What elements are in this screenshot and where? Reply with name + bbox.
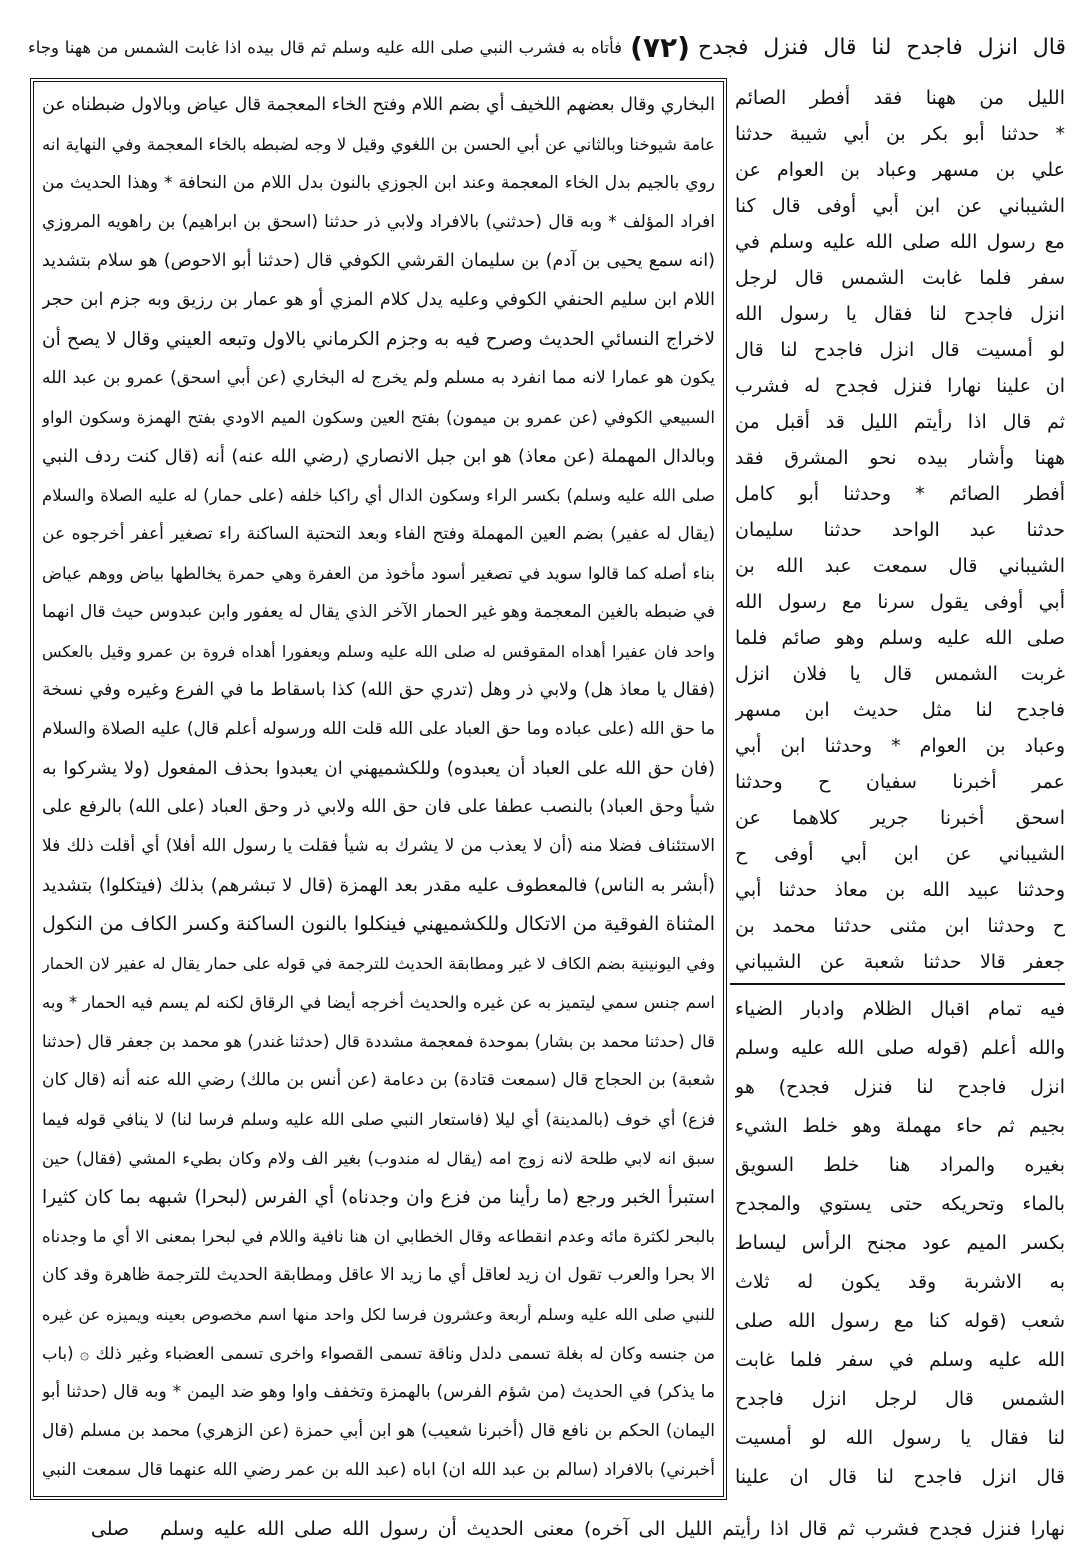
margin-divider bbox=[730, 983, 1065, 985]
margin-commentary-line: قال انزل فاجدح لنا قال ان علينا bbox=[735, 1466, 1065, 1488]
main-text-line: ما يذكر) في الحديث (من شؤم الفرس) بالهمزة وتخفف واوا وهو ضد اليمن * وبه قال (حدثنا أبو bbox=[42, 1382, 715, 1402]
margin-hadith-column bbox=[735, 80, 1065, 980]
margin-hadith-line: اسحق أخبرنا جرير كلاهما عن bbox=[735, 807, 1065, 829]
main-text-line: ما حق الله (على عباده وما حق العباد على الله قلت الله ورسوله أعلم قال) عليه الصلاة والسلام bbox=[42, 719, 715, 739]
main-text-line: المثناة الفوقية من الاتكال وللكشميهني فينكلوا بالنون الساكنة وكسر الكاف من النكول bbox=[42, 913, 715, 935]
page-header bbox=[28, 24, 1066, 72]
margin-hadith-line: سفر فلما غابت الشمس قال لرجل bbox=[735, 267, 1065, 289]
main-text-frame bbox=[30, 78, 727, 1500]
main-text-line: يكون هو عمارا لانه مما انفرد به مسلم ولم يخرج له البخاري (عن أبي اسحق) عمرو بن عبد الله bbox=[42, 368, 715, 388]
main-text-line: (فان حق الله على العباد أن يعبدوه) وللكشميهني ان يعبدوا بحذف المفعول (ولا يشركوا به bbox=[42, 758, 715, 779]
margin-hadith-line: فاجدح لنا مثل حديث ابن مسهر bbox=[735, 699, 1065, 721]
main-text-line: روي بالجيم بدل الخاء المعجمة وعند ابن الجوزي بالنون بدل اللام من النحافة * وهذا الحديث من bbox=[42, 173, 715, 193]
main-text-line: (أبشر به الناس) فالمعطوف عليه مقدر بعد الهمزة (قال لا تبشرهم) بذلك (فيتكلوا) بتشديد bbox=[42, 875, 715, 896]
margin-hadith-line: الشيباني عن ابن أبي أوفى ح bbox=[735, 843, 1065, 865]
header-margin-text-left: فأتاه به فشرب النبي صلى الله عليه وسلم ثم قال بيده اذا غابت الشمس من ههنا وجاء bbox=[28, 38, 622, 57]
main-text-line: واحد فان عفيرا أهداه المقوقس له صلى الله عليه وسلم ويعفورا أهداه فروة بن عمرو وقيل بالعكس bbox=[42, 642, 715, 661]
margin-hadith-line: حدثنا عبد الواحد حدثنا سليمان bbox=[735, 519, 1065, 541]
margin-hadith-line: انزل فاجدح لنا فقال يا رسول الله bbox=[735, 303, 1065, 325]
margin-hadith-line: لو أمسيت قال انزل فاجدح لنا قال bbox=[735, 339, 1065, 361]
main-text-line: صلى الله عليه وسلم) بكسر الراء وسكون الدال أي راكبا خلفه (على حمار) له عليه الصلاة والسلام bbox=[42, 486, 715, 505]
margin-commentary-line: شعب (قوله كنا مع رسول الله صلى bbox=[735, 1310, 1065, 1332]
main-text-line: اليمان) الحكم بن نافع قال (أخبرنا شعيب) هو ابن أبي حمزة (عن الزهري) محمد بن مسلم (قال bbox=[42, 1421, 715, 1441]
main-text-line: وفي اليونينية بضم الكاف لا غير ومطابقة الحديث للترجمة في قوله على حمار يقال له عفير لان الحمار bbox=[42, 954, 715, 973]
margin-hadith-line: جعفر قالا حدثنا شعبة عن الشيباني bbox=[735, 951, 1065, 973]
margin-commentary-line: فيه تمام اقبال الظلام وادبار الضياء bbox=[735, 998, 1065, 1020]
main-text-line: أخبرني) بالافراد (سالم بن عبد الله ان) اباه (عبد الله بن عمر رضي الله عنهما قال سمعت النبي bbox=[42, 1460, 715, 1480]
main-text-line: اللام ابن سليم الحنفي الكوفي وعليه يدل كلام المزي أو هو عمار بن رزيق وبه جزم ابن حجر bbox=[42, 290, 715, 310]
margin-commentary-line: لنا فقال يا رسول الله لو أمسيت bbox=[735, 1427, 1065, 1449]
margin-hadith-line: ههنا وأشار بيده نحو المشرق فقد bbox=[735, 447, 1065, 469]
margin-commentary-line: الشمس قال لرجل انزل فاجدح bbox=[735, 1388, 1065, 1410]
main-text-line: وبالدال المهملة (عن معاذ) هو ابن جبل الانصاري (رضي الله عنه) أنه (قال كنت ردف النبي bbox=[42, 446, 715, 467]
main-text-line: فزع) أي خوف (بالمدينة) أي ليلا (فاستعار النبي صلى الله عليه وسلم فرسا لنا) لا ينافي قوله فيما bbox=[42, 1110, 715, 1129]
margin-hadith-line: أفطر الصائم * وحدثنا أبو كامل bbox=[735, 483, 1065, 505]
main-text-line: البخاري وقال بعضهم اللخيف أي بضم اللام وفتح الخاء المعجمة قال عياض وبالاول ضبطناه عن bbox=[42, 95, 715, 115]
main-text-line: من جنسه وكان له بغلة تسمى دلدل وناقة تسمى القصواء واخرى تسمى العضباء وغير ذلك ۞ (باب bbox=[42, 1344, 715, 1363]
main-text-line: للنبي صلى الله عليه وسلم أربعة وعشرون فرسا لكل واحد منها اسم مخصوص بعينه ويميزه عن غيره bbox=[42, 1305, 715, 1324]
main-text-line: السبيعي الكوفي (عن عمرو بن ميمون) بفتح العين وسكون الميم الاودي بفتح الهمزة وسكون الواو bbox=[42, 408, 715, 427]
catchword: صلى bbox=[90, 1518, 130, 1540]
main-text-line: الا بحرا والعرب تقول ان زيد لعاقل أي ما زيد الا عاقل ومطابقة الحديث للترجمة ظاهرة وقد كان bbox=[42, 1265, 715, 1285]
margin-commentary-line: الله عليه وسلم في سفر فلما غابت bbox=[735, 1349, 1065, 1371]
margin-hadith-line: أبي أوفى يقول سرنا مع رسول الله bbox=[735, 591, 1065, 613]
header-margin-text-right: قال انزل فاجدح لنا قال فنزل فجدح bbox=[698, 35, 1066, 60]
margin-commentary-line: بجيم ثم حاء مهملة وهو خلط الشيء bbox=[735, 1115, 1065, 1137]
main-text-line: عامة شيوخنا وبالثاني عن أبي الحسن بن اللغوي وقيل لا وجه لضبطه بالخاء المعجمة وفي النهاية انه bbox=[42, 135, 715, 154]
margin-hadith-line: الشيباني قال سمعت عبد الله بن bbox=[735, 555, 1065, 577]
main-text-line: استبرأ الخبر ورجع (ما رأينا من فزع وان وجدناه) أي الفرس (لبحرا) شبهه بما كان كثيرا bbox=[42, 1187, 715, 1208]
margin-commentary-line: بالماء وتحريكه حتى يستوي والمجدح bbox=[735, 1193, 1065, 1215]
footer-margin-line: نهارا فنزل فجدح فشرب ثم قال اذا رأيتم الليل الى آخره) معنى الحديث أن رسول الله صلى الله عليه وسلم bbox=[160, 1518, 1065, 1540]
main-text-line: شعبة) بن الحجاج قال (سمعت قتادة) بن دعامة (عن أنس بن مالك) رضي الله عنه أنه (قال كان bbox=[42, 1070, 715, 1090]
main-text-line: قال (حدثنا محمد بن بشار) بموحدة فمعجمة مشددة قال (حدثنا غندر) هو محمد بن جعفر قال (حدثنا bbox=[42, 1032, 715, 1051]
main-text-line: بالبحر لكثرة مائه وعدم انقطاعه وقال الخطابي ان هنا نافية واللام في لبحرا بمعنى الا أي ما وجدناه bbox=[42, 1227, 715, 1246]
main-text-line: افراد المؤلف * وبه قال (حدثني) بالافراد ولابي ذر حدثنا (اسحق بن ابراهيم) بن راهويه المروزي bbox=[42, 212, 715, 232]
margin-hadith-line: الشيباني عن ابن أبي أوفى قال كنا bbox=[735, 195, 1065, 217]
margin-hadith-line: ثم قال اذا رأيتم الليل قد أقبل من bbox=[735, 411, 1065, 433]
main-text-line: (فقال يا معاذ هل) ولابي ذر وهل (تدري حق الله) كذا باسقاط ما في الفرع وغيره وفي نسخة bbox=[42, 680, 715, 700]
margin-hadith-line: وحدثنا عبيد الله بن معاذ حدثنا أبي bbox=[735, 879, 1065, 901]
margin-commentary-column bbox=[735, 990, 1065, 1497]
margin-hadith-line: وعباد بن العوام * وحدثنا ابن أبي bbox=[735, 735, 1065, 757]
margin-commentary-line: والله أعلم (قوله صلى الله عليه وسلم bbox=[735, 1037, 1065, 1059]
margin-commentary-line: به الاشربة وقد يكون له ثلاث bbox=[735, 1271, 1065, 1293]
main-text-line: الاستئناف فضلا منه (أن لا يعذب من لا يشرك به شيأ فقلت يا رسول الله أفلا) أي أقلت ذلك فلا bbox=[42, 836, 715, 856]
main-text-line: بناء أصله كما قالوا سويد في تصغير أسود مأخوذ من العفرة وهي حمرة يخالطها بياض ووهم عياض bbox=[42, 564, 715, 583]
main-text-line: (يقال له عفير) بضم العين المهملة وفتح الفاء وبعد التحتية الساكنة راء تصغير أعفر أخرجوه عن bbox=[42, 524, 715, 544]
margin-hadith-line: مع رسول الله صلى الله عليه وسلم في bbox=[735, 231, 1065, 253]
margin-hadith-line: ان علينا نهارا فنزل فجدح له فشرب bbox=[735, 375, 1065, 397]
margin-commentary-line: انزل فاجدح لنا فنزل فجدح) هو bbox=[735, 1076, 1065, 1098]
margin-commentary-line: بكسر الميم عود مجنح الرأس ليساط bbox=[735, 1232, 1065, 1254]
margin-commentary-line: بغيره والمراد هنا خلط السويق bbox=[735, 1154, 1065, 1176]
margin-hadith-line: الليل من ههنا فقد أفطر الصائم bbox=[735, 87, 1065, 109]
main-text-line: سبق انه لابي طلحة لانه زوج امه (يقال له مندوب) بغير الف ولام وكان بطيء المشي (فقال) حين bbox=[42, 1149, 715, 1168]
margin-hadith-line: علي بن مسهر وعباد بن العوام عن bbox=[735, 159, 1065, 181]
main-text-line: (انه سمع يحيى بن آدم) بن سليمان القرشي الكوفي قال (حدثنا أبو الاحوص) هو سلام بتشديد bbox=[42, 251, 715, 271]
margin-hadith-line: ح وحدثنا ابن مثنى حدثنا محمد بن bbox=[735, 915, 1065, 937]
main-text-line: في ضبطه بالغين المعجمة وهو غير الحمار الآخر الذي يقال له يعفور وابن عبدوس حيث قال انهما bbox=[42, 602, 715, 622]
margin-hadith-line: صلى الله عليه وسلم وهو صائم فلما bbox=[735, 627, 1065, 649]
margin-hadith-line: غربت الشمس قال يا فلان انزل bbox=[735, 663, 1065, 685]
main-text-line: اسم جنس سمي ليتميز به عن غيره والحديث أخرجه أيضا في الرقاق لكنه لم يسم فيه الحمار * وبه bbox=[42, 993, 715, 1012]
main-text-line: لاخراج النسائي الحديث وصرح فيه به وجزم الكرماني بالاول وتبعه العيني وقال لا يصح أن bbox=[42, 329, 715, 350]
margin-hadith-line: * حدثنا أبو بكر بن أبي شيبة حدثنا bbox=[735, 123, 1065, 145]
page-number: (٧٢) bbox=[630, 31, 690, 64]
main-text-line: شيأ وحق العباد) بالنصب عطفا على فان حق الله ولابي ذر وحق العباد (على الله) بالرفع على bbox=[42, 797, 715, 817]
margin-hadith-line: عمر أخبرنا سفيان ح وحدثنا bbox=[735, 771, 1065, 793]
